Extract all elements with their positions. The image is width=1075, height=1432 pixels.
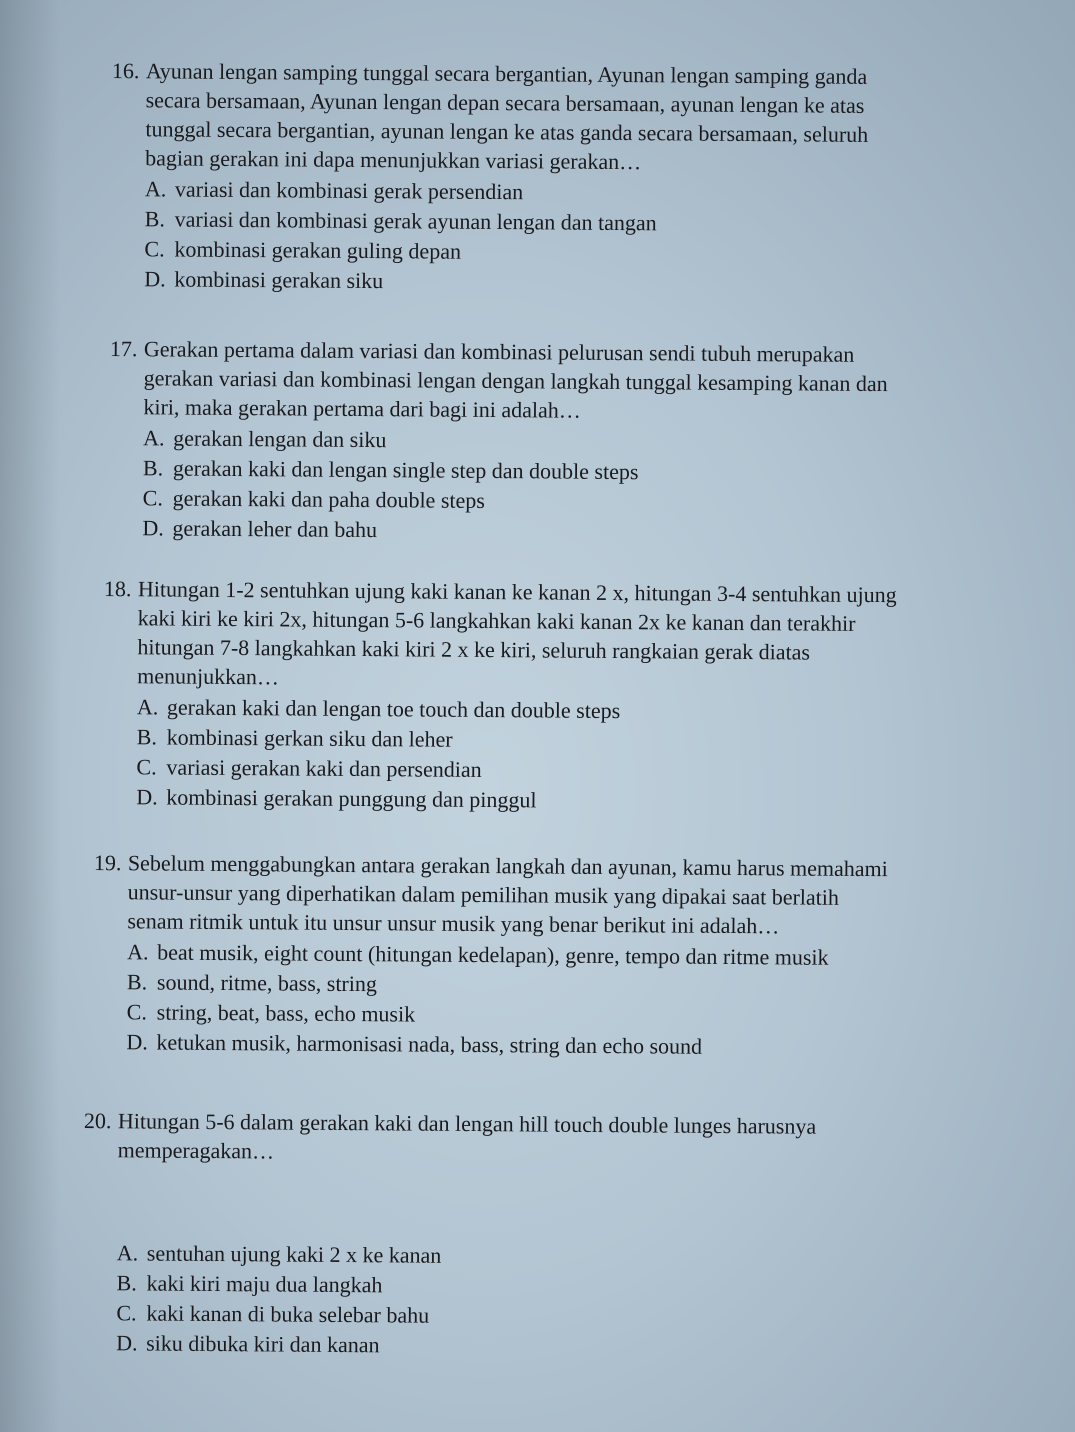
option-d: D. gerakan leher dan bahu bbox=[142, 515, 378, 543]
option-a: A. gerakan lengan dan siku bbox=[143, 425, 387, 453]
stem-line: 17. Gerakan pertama dalam variasi dan kombinasi pelurusan sendi tubuh merupakan bbox=[109, 335, 855, 367]
question-number: 19. bbox=[93, 849, 122, 876]
option-c: C. kaki kanan di buka selebar bahu bbox=[116, 1300, 430, 1328]
question-number: 20. bbox=[83, 1107, 112, 1134]
stem-line: 16. Ayunan lengan samping tunggal secara bergantian, Ayunan lengan samping ganda bbox=[111, 57, 868, 89]
option-b: B. kombinasi gerkan siku dan leher bbox=[136, 724, 453, 752]
question-stem bbox=[84, 1106, 817, 1170]
options-list bbox=[92, 937, 887, 1063]
stem-line: bagian gerakan ini dapa menunjukkan variasi gerakan… bbox=[145, 145, 642, 175]
option-d: D. ketukan musik, harmonisasi nada, bass, string dan echo sound bbox=[126, 1029, 703, 1059]
question-stem bbox=[103, 574, 897, 696]
stem-line: gerakan variasi dan kombinasi lengan dengan langkah tunggal kesamping kanan dan bbox=[143, 365, 888, 397]
stem-line: secara bersamaan, Ayunan lengan depan secara bersamaan, ayunan lengan ke atas bbox=[145, 87, 865, 118]
option-c: C. string, beat, bass, echo musik bbox=[126, 999, 416, 1027]
option-b: B. variasi dan kombinasi gerak ayunan lengan dan tangan bbox=[144, 206, 657, 236]
option-b: B. gerakan kaki dan lengan single step dan double steps bbox=[142, 455, 639, 485]
options-list bbox=[82, 1238, 815, 1364]
question-19 bbox=[92, 848, 888, 1063]
option-a: A. variasi dan kombinasi gerak persendian bbox=[144, 176, 524, 205]
options-list bbox=[110, 174, 868, 300]
option-b: B. kaki kiri maju dua langkah bbox=[116, 1270, 383, 1298]
stem-line: kiri, maka gerakan pertama dari bagi ini adalah… bbox=[143, 394, 581, 423]
stem-line: tunggal secara bergantian, ayunan lengan ke atas ganda secara bersamaan, seluruh bbox=[145, 116, 869, 147]
question-16 bbox=[110, 56, 869, 300]
option-d: D. siku dibuka kiri dan kanan bbox=[116, 1330, 380, 1358]
option-a: A. beat musik, eight count (hitungan kedelapan), genre, tempo dan ritme musik bbox=[127, 939, 829, 970]
question-20 bbox=[82, 1106, 816, 1364]
option-c: C. kombinasi gerakan guling depan bbox=[144, 236, 462, 264]
stem-line: unsur-unsur yang diperhatikan dalam pemilihan musik yang dipakai saat berlatih bbox=[127, 879, 840, 910]
stem-line: hitungan 7-8 langkahkan kaki kiri 2 x ke kiri, seluruh rangkaian gerak diatas bbox=[137, 634, 811, 665]
paper-edge-shadow bbox=[0, 0, 60, 1432]
option-c: C. variasi gerakan kaki dan persendian bbox=[136, 754, 482, 782]
stem-line: 20. Hitungan 5-6 dalam gerakan kaki dan lengan hill touch double lunges harusnya bbox=[83, 1107, 817, 1139]
option-c: C. gerakan kaki dan paha double steps bbox=[142, 485, 485, 513]
option-d: D. kombinasi gerakan punggung dan pinggul bbox=[136, 784, 537, 813]
question-stem bbox=[109, 334, 888, 427]
option-a: A. sentuhan ujung kaki 2 x ke kanan bbox=[116, 1240, 442, 1268]
options-list bbox=[102, 692, 896, 818]
stem-line: memperagakan… bbox=[117, 1137, 275, 1164]
question-number: 16. bbox=[111, 57, 140, 84]
option-d: D. kombinasi gerakan siku bbox=[144, 266, 384, 294]
question-number: 17. bbox=[109, 335, 138, 362]
stem-line: kaki kiri ke kiri 2x, hitungan 5-6 langkahkan kaki kanan 2x ke kanan dan terakhir bbox=[137, 605, 856, 636]
option-a: A. gerakan kaki dan lengan toe touch dan double steps bbox=[136, 694, 621, 724]
options-list bbox=[108, 423, 887, 549]
stem-line: menunjukkan… bbox=[137, 663, 280, 690]
question-number: 18. bbox=[103, 575, 132, 602]
question-18 bbox=[102, 574, 897, 818]
question-stem bbox=[93, 848, 888, 941]
stem-line: 18. Hitungan 1-2 sentuhkan ujung kaki kanan ke kanan 2 x, hitungan 3-4 sentuhkan ujung bbox=[103, 575, 897, 608]
option-b: B. sound, ritme, bass, string bbox=[126, 969, 378, 997]
question-17 bbox=[108, 334, 888, 549]
stem-line: senam ritmik untuk itu unsur unsur musik yang benar berikut ini adalah… bbox=[127, 908, 780, 939]
stem-line: 19. Sebelum menggabungkan antara gerakan langkah dan ayunan, kamu harus memahami bbox=[93, 849, 888, 882]
question-stem bbox=[111, 56, 869, 178]
